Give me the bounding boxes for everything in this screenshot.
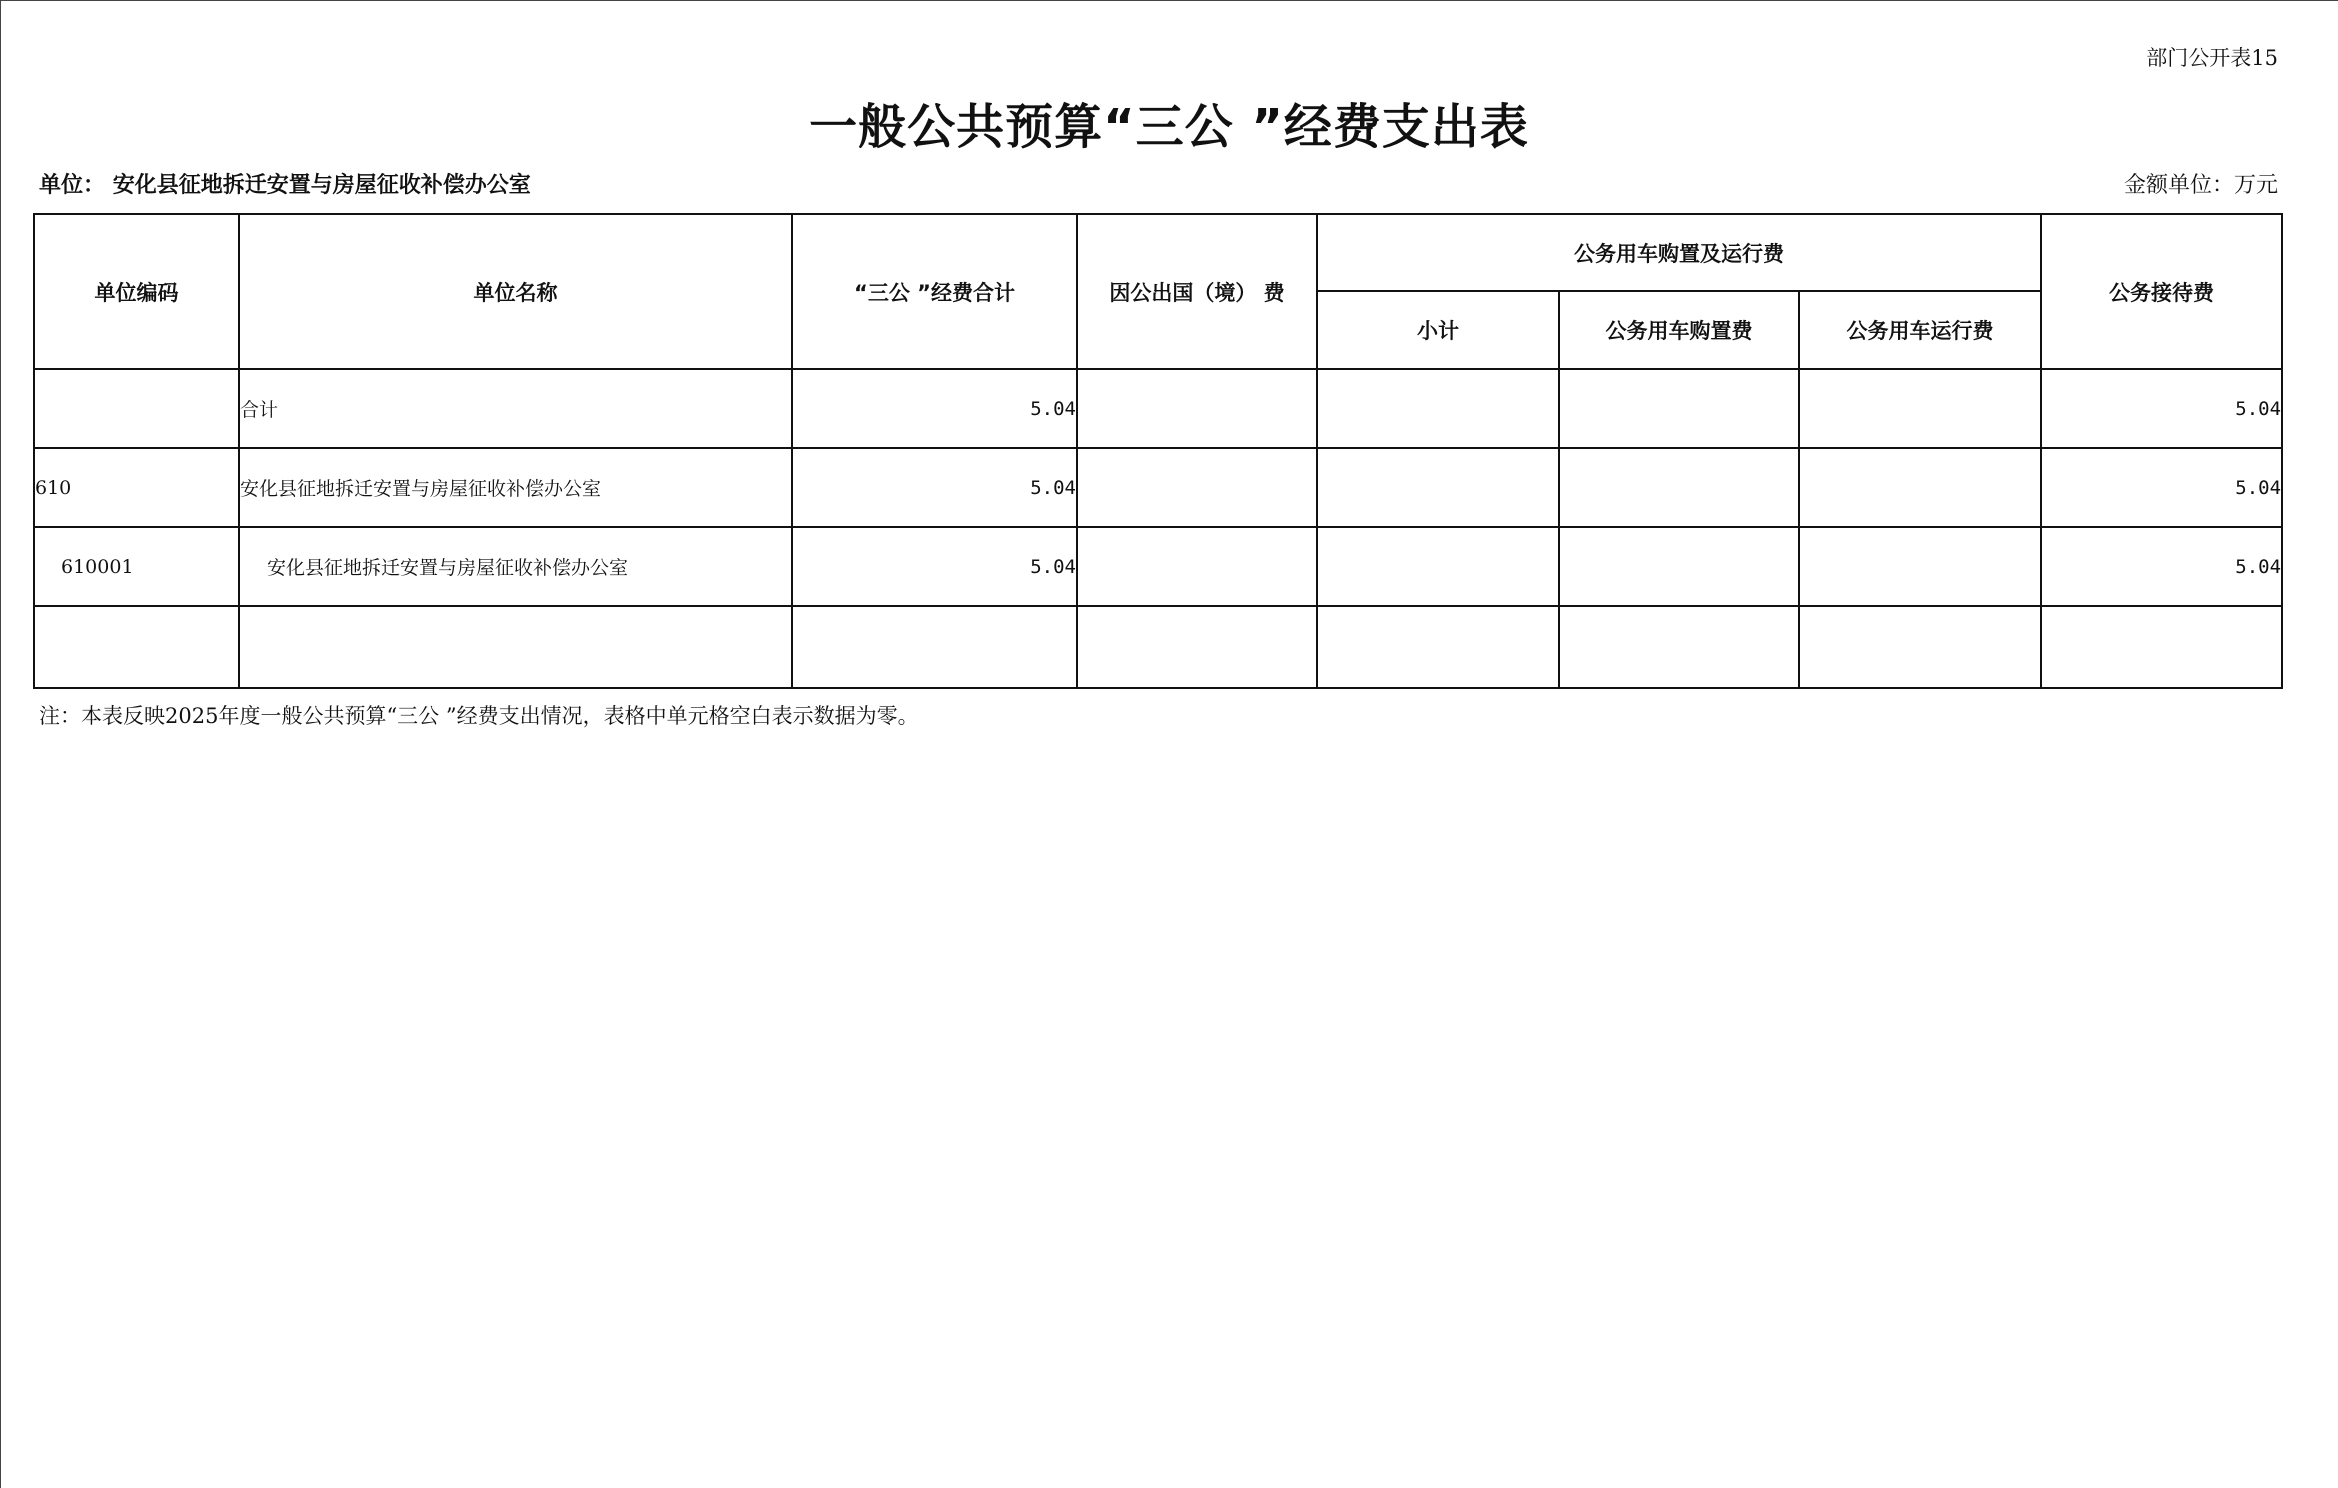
table-row (34, 527, 2282, 606)
table-row-total (34, 369, 2282, 448)
cell-purchase (1559, 527, 1799, 606)
cell-purchase (1559, 448, 1799, 527)
header-abroad: 因公出国（境） 费 (1077, 214, 1317, 369)
cell-subtotal (1317, 606, 1559, 688)
table-row (34, 448, 2282, 527)
header-unit-code: 单位编码 (34, 214, 239, 369)
cell-code (34, 606, 239, 688)
cell-reception: 5.04 (2041, 527, 2282, 606)
cell-abroad (1077, 448, 1317, 527)
unit-line (39, 168, 531, 199)
header-reception: 公务接待费 (2041, 214, 2282, 369)
cell-name: 合计 (239, 369, 792, 448)
cell-operation (1799, 448, 2041, 527)
page-title: 一般公共预算“三公 ”经费支出表 (809, 99, 1529, 155)
expense-table (33, 213, 2283, 689)
cell-purchase (1559, 606, 1799, 688)
cell-name: 安化县征地拆迁安置与房屋征收补偿办公室 (239, 448, 792, 527)
amount-unit: 金额单位：万元 (2123, 173, 2278, 198)
cell-abroad (1077, 527, 1317, 606)
cell-total: 5.04 (792, 527, 1077, 606)
table-row-empty (34, 606, 2282, 688)
cell-abroad (1077, 369, 1317, 448)
header-subtotal: 小计 (1317, 291, 1559, 369)
cell-code: 610 (34, 448, 239, 527)
cell-reception (2041, 606, 2282, 688)
cell-reception: 5.04 (2041, 369, 2282, 448)
unit-label: 单位： (39, 173, 106, 198)
page-top-border (0, 0, 2338, 1)
cell-subtotal (1317, 448, 1559, 527)
cell-total: 5.04 (792, 369, 1077, 448)
cell-abroad (1077, 606, 1317, 688)
header-vehicle-operation: 公务用车运行费 (1799, 291, 2041, 369)
header-unit-name: 单位名称 (239, 214, 792, 369)
cell-subtotal (1317, 369, 1559, 448)
cell-operation (1799, 527, 2041, 606)
cell-subtotal (1317, 527, 1559, 606)
header-vehicle-purchase: 公务用车购置费 (1559, 291, 1799, 369)
cell-purchase (1559, 369, 1799, 448)
cell-code: 610001 (34, 527, 239, 606)
form-code: 部门公开表15 (2146, 46, 2278, 70)
header-vehicle-group: 公务用车购置及运行费 (1317, 214, 2041, 291)
cell-operation (1799, 369, 2041, 448)
page-left-border (0, 0, 1, 1488)
cell-total: 5.04 (792, 448, 1077, 527)
cell-code (34, 369, 239, 448)
cell-operation (1799, 606, 2041, 688)
unit-name: 安化县征地拆迁安置与房屋征收补偿办公室 (112, 173, 531, 198)
cell-name (239, 606, 792, 688)
header-total: “三公 ”经费合计 (792, 214, 1077, 369)
cell-name: 安化县征地拆迁安置与房屋征收补偿办公室 (239, 527, 792, 606)
cell-total (792, 606, 1077, 688)
footnote: 注：本表反映2025年度一般公共预算“三公 ”经费支出情况，表格中单元格空白表示数据为零。 (39, 704, 919, 728)
cell-reception: 5.04 (2041, 448, 2282, 527)
